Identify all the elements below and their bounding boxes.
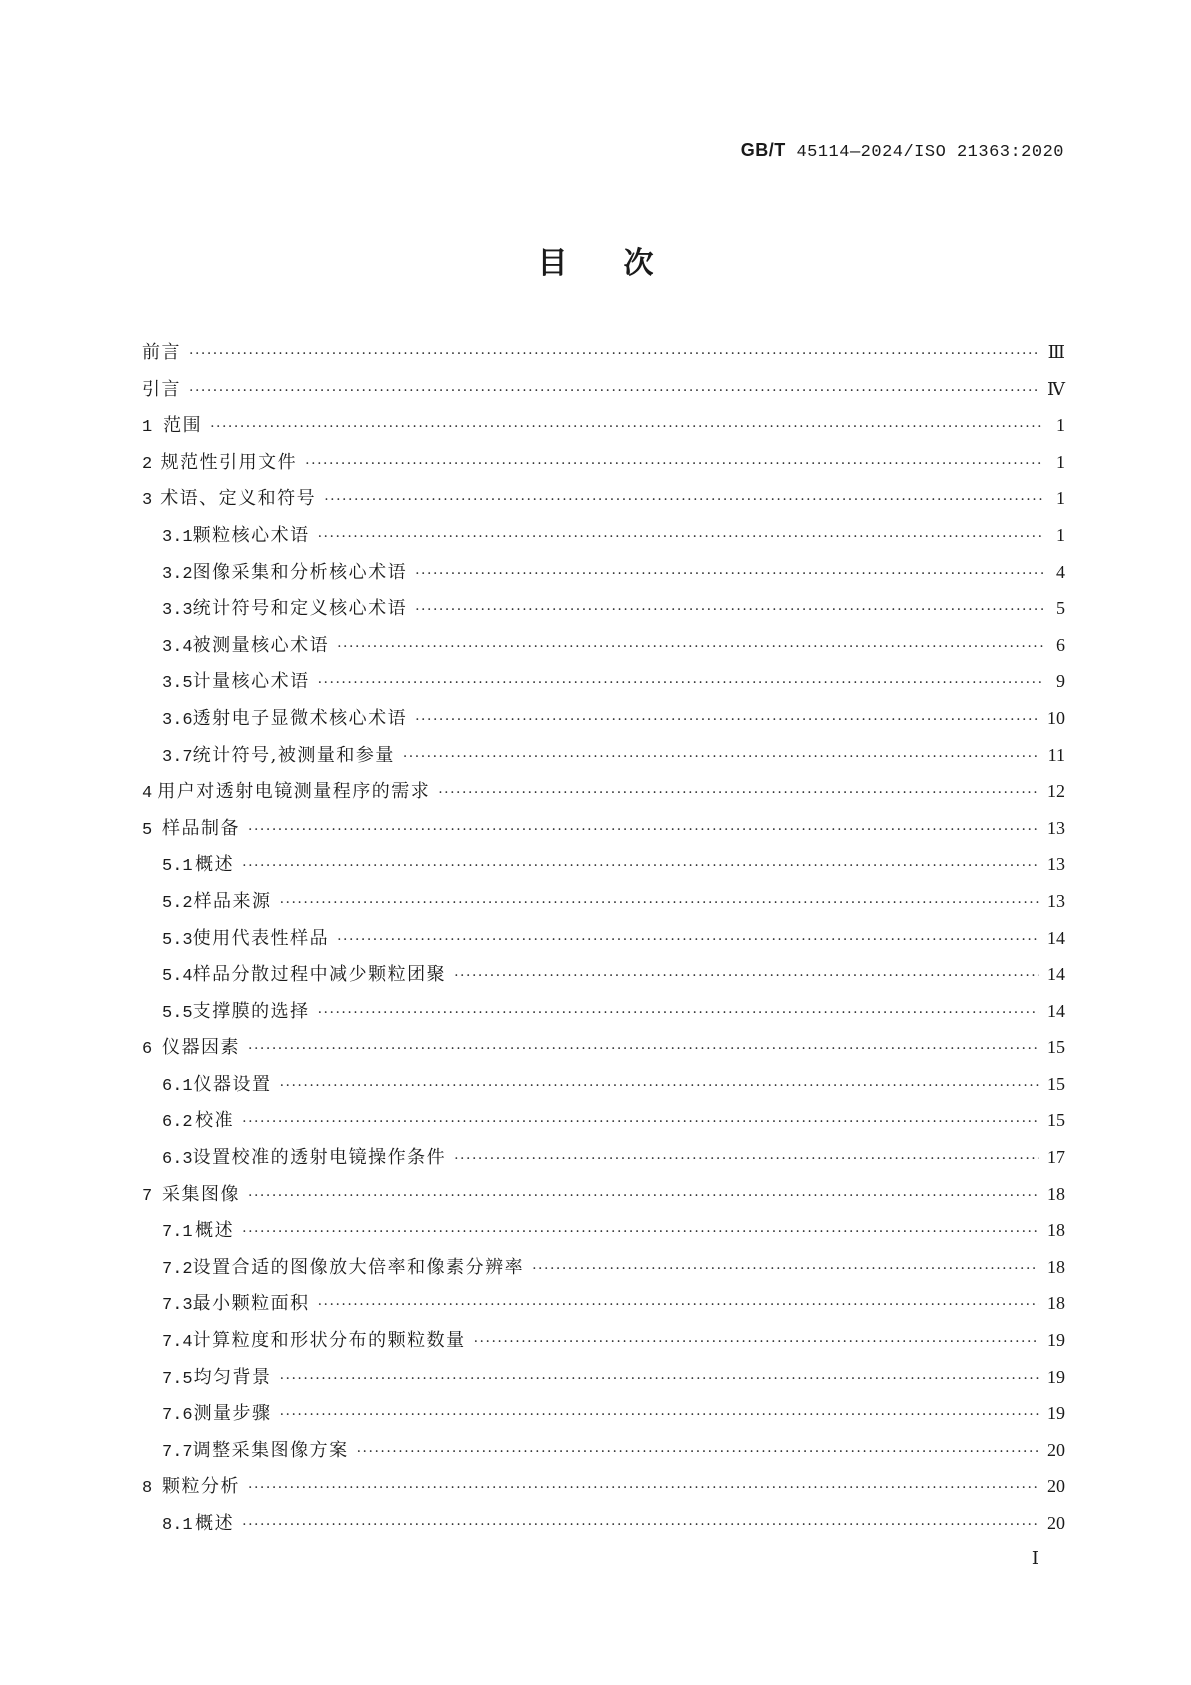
toc-entry-number: 8 — [142, 1479, 153, 1499]
toc-entry-title: 最小颗粒面积 — [192, 1293, 310, 1315]
toc-leader-dots — [189, 346, 1040, 362]
toc-entry-page: Ⅲ — [1047, 342, 1065, 362]
toc-entry-page: 11 — [1047, 744, 1065, 765]
toc-entry-title: 统计符号,被测量和参量 — [192, 744, 395, 766]
toc-entry-title: 计算粒度和形状分布的颗粒数量 — [192, 1330, 466, 1352]
toc-leader-dots — [318, 675, 1043, 691]
toc-entry-page: 19 — [1047, 1403, 1065, 1424]
toc-entry-page: 13 — [1047, 890, 1065, 911]
toc-entry-title: 设置合适的图像放大倍率和像素分辨率 — [192, 1256, 525, 1278]
toc-leader-dots — [248, 1188, 1039, 1204]
toc-entry-page: 13 — [1047, 817, 1065, 838]
toc-entry-page: 13 — [1047, 854, 1065, 875]
table-of-contents — [142, 338, 1065, 1546]
toc-entry[interactable] — [142, 1399, 1065, 1436]
toc-leader-dots — [280, 895, 1039, 911]
toc-entry-page: 17 — [1047, 1147, 1065, 1168]
toc-entry-number: 6.1 — [162, 1076, 193, 1096]
toc-entry[interactable] — [142, 1509, 1065, 1546]
toc-leader-dots — [248, 1480, 1039, 1496]
toc-entry-number: 7.2 — [162, 1259, 193, 1279]
toc-entry-title: 使用代表性样品 — [192, 927, 330, 949]
toc-entry-number: 2 — [142, 454, 153, 474]
toc-entry-number: 7.5 — [162, 1369, 193, 1389]
toc-entry-title: 均匀背景 — [193, 1366, 272, 1388]
toc-entry-title: 概述 — [195, 1513, 235, 1534]
toc-leader-dots — [318, 1005, 1039, 1021]
toc-leader-dots — [403, 749, 1040, 765]
toc-entry-page: 14 — [1047, 1000, 1065, 1021]
toc-leader-dots — [242, 1114, 1039, 1130]
toc-entry-page: 9 — [1056, 671, 1065, 692]
toc-entry-page: 10 — [1047, 707, 1065, 728]
toc-entry[interactable] — [142, 1216, 1065, 1253]
toc-entry-page: 20 — [1047, 1439, 1065, 1460]
toc-entry[interactable] — [142, 338, 1065, 375]
toc-entry[interactable] — [142, 704, 1065, 741]
toc-entry-number: 7 — [142, 1186, 153, 1206]
toc-leader-dots — [415, 566, 1043, 582]
toc-entry[interactable] — [142, 1363, 1065, 1400]
toc-entry[interactable] — [142, 1253, 1065, 1290]
toc-entry-number: 5.3 — [162, 930, 193, 950]
toc-leader-dots — [210, 419, 1043, 435]
toc-entry[interactable] — [142, 558, 1065, 595]
toc-entry-page: 14 — [1047, 927, 1065, 948]
toc-entry[interactable] — [142, 924, 1065, 961]
toc-entry-number: 4 — [142, 784, 153, 804]
toc-leader-dots — [280, 1407, 1039, 1423]
toc-entry-title: 概述 — [195, 854, 235, 876]
toc-entry-number: 7.4 — [162, 1333, 193, 1353]
toc-entry-number: 7.3 — [162, 1296, 193, 1316]
toc-entry-page: 1 — [1056, 415, 1065, 436]
toc-entry[interactable] — [142, 448, 1065, 485]
toc-entry-number: 6.2 — [162, 1113, 193, 1133]
toc-entry-number: 3.3 — [162, 601, 193, 621]
toc-entry[interactable] — [142, 997, 1065, 1034]
toc-entry[interactable] — [142, 594, 1065, 631]
toc-leader-dots — [242, 1517, 1039, 1533]
toc-entry-page: 15 — [1047, 1073, 1065, 1094]
toc-entry[interactable] — [142, 1106, 1065, 1143]
toc-leader-dots — [324, 492, 1043, 508]
toc-entry-title: 概述 — [195, 1220, 235, 1242]
toc-entry-title: 规范性引用文件 — [160, 451, 298, 473]
toc-entry-page: 15 — [1047, 1037, 1065, 1058]
toc-entry-number: 5.1 — [162, 857, 193, 877]
toc-entry-title: 样品分散过程中减少颗粒团聚 — [192, 964, 447, 986]
toc-entry-number: 6.3 — [162, 1150, 193, 1170]
toc-entry-number: 3.4 — [162, 637, 193, 657]
toc-entry-number: 3.1 — [162, 527, 193, 547]
toc-leader-dots — [454, 968, 1039, 984]
toc-entry-title: 被测量核心术语 — [192, 634, 330, 656]
toc-leader-dots — [248, 822, 1039, 838]
toc-entry-page: 18 — [1047, 1183, 1065, 1204]
toc-entry-page: 15 — [1047, 1110, 1065, 1131]
toc-entry-number: 6 — [142, 1040, 153, 1060]
toc-entry-number: 7.1 — [162, 1223, 193, 1243]
toc-leader-dots — [318, 529, 1043, 545]
toc-entry[interactable] — [142, 960, 1065, 997]
toc-entry-title: 引言 — [142, 378, 181, 400]
toc-entry[interactable] — [142, 1436, 1065, 1473]
toc-entry-page: 5 — [1056, 598, 1065, 619]
toc-entry-title: 仪器设置 — [193, 1073, 272, 1095]
toc-entry-title: 范围 — [163, 415, 203, 437]
toc-leader-dots — [280, 1078, 1039, 1094]
toc-entry-title: 调整采集图像方案 — [192, 1439, 349, 1461]
toc-entry-title: 颗粒核心术语 — [192, 524, 310, 546]
toc-entry-title: 采集图像 — [162, 1183, 241, 1205]
toc-entry-page: 20 — [1047, 1476, 1065, 1497]
toc-leader-dots — [415, 712, 1039, 728]
toc-entry-number: 7.7 — [162, 1442, 193, 1462]
toc-entry-page: 18 — [1047, 1220, 1065, 1241]
toc-entry[interactable] — [142, 887, 1065, 924]
toc-entry[interactable] — [142, 1289, 1065, 1326]
toc-entry-page: 1 — [1056, 488, 1065, 509]
page-title: 目次 — [537, 246, 710, 281]
toc-entry-number: 5.5 — [162, 1003, 193, 1023]
toc-leader-dots — [305, 456, 1043, 472]
toc-entry-page: 4 — [1056, 561, 1065, 582]
toc-leader-dots — [474, 1334, 1039, 1350]
toc-entry[interactable] — [142, 814, 1065, 851]
toc-entry-title: 前言 — [142, 342, 181, 363]
toc-entry-number: 7.6 — [162, 1406, 193, 1426]
toc-entry-page: 20 — [1047, 1513, 1065, 1533]
toc-entry-number: 8.1 — [162, 1516, 193, 1535]
document-code-prefix: GB/T — [740, 140, 786, 160]
toc-entry-number: 3.2 — [162, 564, 193, 584]
toc-entry[interactable] — [142, 1143, 1065, 1180]
toc-leader-dots — [337, 932, 1039, 948]
toc-entry-number: 5.4 — [162, 967, 193, 987]
toc-leader-dots — [280, 1371, 1039, 1387]
toc-leader-dots — [357, 1444, 1039, 1460]
toc-leader-dots — [532, 1261, 1039, 1277]
toc-entry[interactable] — [142, 1326, 1065, 1363]
toc-entry[interactable] — [142, 1033, 1065, 1070]
toc-entry-title: 设置校准的透射电镜操作条件 — [192, 1147, 447, 1169]
toc-entry[interactable] — [142, 1070, 1065, 1107]
toc-entry-number: 3.7 — [162, 747, 193, 767]
toc-leader-dots — [438, 785, 1039, 801]
toc-leader-dots — [318, 1297, 1039, 1313]
toc-entry-title: 术语、定义和符号 — [160, 488, 317, 510]
toc-entry-page: 1 — [1056, 451, 1065, 472]
toc-entry-title: 颗粒分析 — [162, 1476, 241, 1498]
toc-leader-dots — [248, 1041, 1039, 1057]
toc-entry-title: 透射电子显微术核心术语 — [192, 707, 408, 729]
toc-entry[interactable] — [142, 1180, 1065, 1217]
toc-entry-title: 支撑膜的选择 — [192, 1000, 310, 1022]
toc-entry-page: 6 — [1056, 634, 1065, 655]
toc-leader-dots — [242, 858, 1039, 874]
toc-entry-number: 3.6 — [162, 710, 193, 730]
document-code-number: 45114—2024/ISO 21363:2020 — [785, 143, 1064, 162]
toc-leader-dots — [454, 1151, 1039, 1167]
toc-entry-title: 校准 — [195, 1110, 235, 1132]
toc-entry[interactable] — [142, 667, 1065, 704]
toc-leader-dots — [337, 639, 1043, 655]
toc-entry-title: 图像采集和分析核心术语 — [192, 561, 408, 583]
toc-entry-title: 仪器因素 — [162, 1037, 241, 1059]
toc-entry-title: 样品来源 — [193, 890, 272, 912]
toc-entry-page: 14 — [1047, 964, 1065, 985]
toc-entry-number: 1 — [142, 418, 153, 438]
toc-entry[interactable] — [142, 375, 1065, 412]
toc-leader-dots — [189, 383, 1039, 399]
toc-entry[interactable] — [142, 777, 1065, 814]
toc-leader-dots — [242, 1224, 1039, 1240]
toc-entry-number: 3.5 — [162, 674, 193, 694]
document-code — [741, 140, 1064, 162]
toc-entry[interactable] — [142, 850, 1065, 887]
toc-entry-page: 1 — [1056, 524, 1065, 545]
toc-entry-title: 统计符号和定义核心术语 — [192, 598, 408, 620]
toc-entry-page: 12 — [1047, 781, 1065, 802]
toc-entry-page: 19 — [1047, 1366, 1065, 1387]
toc-entry[interactable] — [142, 631, 1065, 668]
toc-entry-title: 测量步骤 — [193, 1403, 272, 1425]
toc-entry-number: 5 — [142, 820, 153, 840]
toc-entry-title: 样品制备 — [162, 817, 241, 839]
toc-entry[interactable] — [142, 411, 1065, 448]
toc-entry-title: 计量核心术语 — [192, 671, 310, 693]
toc-entry-page: Ⅳ — [1047, 378, 1065, 399]
toc-entry[interactable] — [142, 741, 1065, 778]
page-number: Ⅰ — [1031, 1548, 1039, 1568]
toc-entry[interactable] — [142, 521, 1065, 558]
toc-entry-page: 18 — [1047, 1256, 1065, 1277]
toc-entry-number: 3 — [142, 491, 153, 511]
toc-entry[interactable] — [142, 484, 1065, 521]
toc-entry-title: 用户对透射电镜测量程序的需求 — [157, 781, 431, 803]
toc-entry-number: 5.2 — [162, 893, 193, 913]
toc-entry-page: 18 — [1047, 1293, 1065, 1314]
toc-leader-dots — [415, 602, 1043, 618]
toc-entry[interactable] — [142, 1472, 1065, 1509]
toc-entry-page: 19 — [1047, 1330, 1065, 1351]
